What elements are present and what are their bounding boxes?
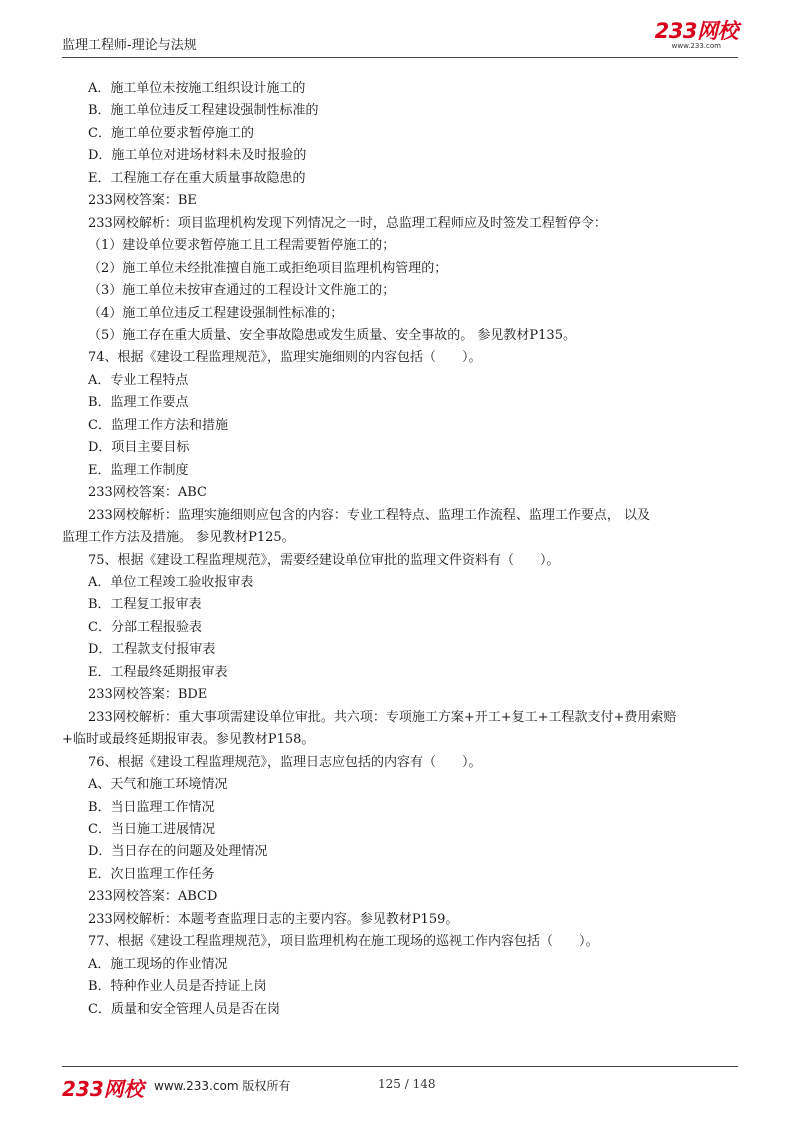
footer-copyright: www.233.com 版权所有 xyxy=(154,1079,291,1093)
text-line: E．次日监理工作任务 xyxy=(88,866,215,882)
text-line: B．监理工作要点 xyxy=(88,395,189,411)
text-line: E．工程最终延期报审表 xyxy=(88,664,228,680)
text-line: E．工程施工存在重大质量事故隐患的 xyxy=(88,170,306,186)
text-line: A．施工现场的作业情况 xyxy=(88,956,228,972)
text-line: E．监理工作制度 xyxy=(88,462,189,478)
header-divider xyxy=(62,57,738,58)
text-line: C．当日施工进展情况 xyxy=(88,821,215,837)
text-line: D．工程款支付报审表 xyxy=(88,642,216,658)
text-line: 监理工作方法及措施。 参见教材P125。 xyxy=(62,530,295,546)
text-line: A．单位工程竣工验收报审表 xyxy=(88,574,254,590)
page-number: 125 / 148 xyxy=(378,1077,436,1091)
document-body xyxy=(62,78,738,1021)
text-line: 77、根据《建设工程监理规范》，项目监理机构在施工现场的巡视工作内容包括（ ）。 xyxy=(88,934,599,950)
page-header xyxy=(62,19,738,58)
text-line: B．当日监理工作情况 xyxy=(88,799,215,815)
footer-divider xyxy=(62,1066,738,1067)
text-line: D．施工单位对进场材料未及时报验的 xyxy=(88,148,307,164)
text-line: C．质量和安全管理人员是否在岗 xyxy=(88,1001,280,1017)
text-line: 74、根据《建设工程监理规范》，监理实施细则的内容包括（ ）。 xyxy=(88,350,482,366)
text-line: （1）建设单位要求暂停施工且工程需要暂停施工的； xyxy=(88,238,396,254)
text-line: 233网校解析：项目监理机构发现下列情况之一时，总监理工程师应及时签发工程暂停令： xyxy=(88,215,607,231)
text-line: 233网校答案：BE xyxy=(88,193,197,209)
document-title: 监理工程师-理论与法规 xyxy=(62,38,197,53)
text-line: 76、根据《建设工程监理规范》，监理日志应包括的内容有（ ）。 xyxy=(88,754,482,770)
text-line: D．当日存在的问题及处理情况 xyxy=(88,844,268,860)
text-line: A．施工单位未按施工组织设计施工的 xyxy=(88,81,306,96)
text-line: 75、根据《建设工程监理规范》，需要经建设单位审批的监理文件资料有（ ）。 xyxy=(88,552,560,568)
text-line: 233网校解析：重大事项需建设单位审批。共六项：专项施工方案+开工+复工+工程款支付+费用索赔 xyxy=(88,709,677,725)
text-line: C．施工单位要求暂停施工的 xyxy=(88,125,254,141)
logo-text: 233网校 xyxy=(654,19,738,43)
text-line: 233网校答案：ABC xyxy=(88,485,207,501)
text-line: C．监理工作方法和措施 xyxy=(88,417,228,433)
text-line: 233网校答案：BDE xyxy=(88,687,208,703)
footer-logo: 233网校 xyxy=(62,1077,144,1101)
text-line: A．专业工程特点 xyxy=(88,372,189,388)
text-line: （2）施工单位未经批准擅自施工或拒绝项目监理机构管理的； xyxy=(88,260,448,276)
text-line: +临时或最终延期报审表。参见教材P158。 xyxy=(62,732,315,748)
text-line: （4）施工单位违反工程建设强制性标准的； xyxy=(88,305,344,321)
text-line: 233网校解析：监理实施细则应包含的内容：专业工程特点、监理工作流程、监理工作要点， 以及 xyxy=(88,507,650,523)
text-line: D．项目主要目标 xyxy=(88,440,190,456)
text-line: B．特种作业人员是否持证上岗 xyxy=(88,979,267,995)
text-line: （5）施工存在重大质量、安全事故隐患或发生质量、安全事故的。 参见教材P135。 xyxy=(88,327,576,343)
text-line: C．分部工程报验表 xyxy=(88,619,202,635)
brand-logo xyxy=(655,20,738,50)
text-line: B．施工单位违反工程建设强制性标准的 xyxy=(88,103,319,119)
text-line: B．工程复工报审表 xyxy=(88,597,202,613)
text-line: 233网校解析：本题考查监理日志的主要内容。参见教材P159。 xyxy=(88,911,459,927)
logo-url: www.233.com xyxy=(671,42,721,50)
text-line: A、天气和施工环境情况 xyxy=(88,777,228,793)
text-line: 233网校答案：ABCD xyxy=(88,889,218,905)
text-line: （3）施工单位未按审查通过的工程设计文件施工的； xyxy=(88,283,396,299)
